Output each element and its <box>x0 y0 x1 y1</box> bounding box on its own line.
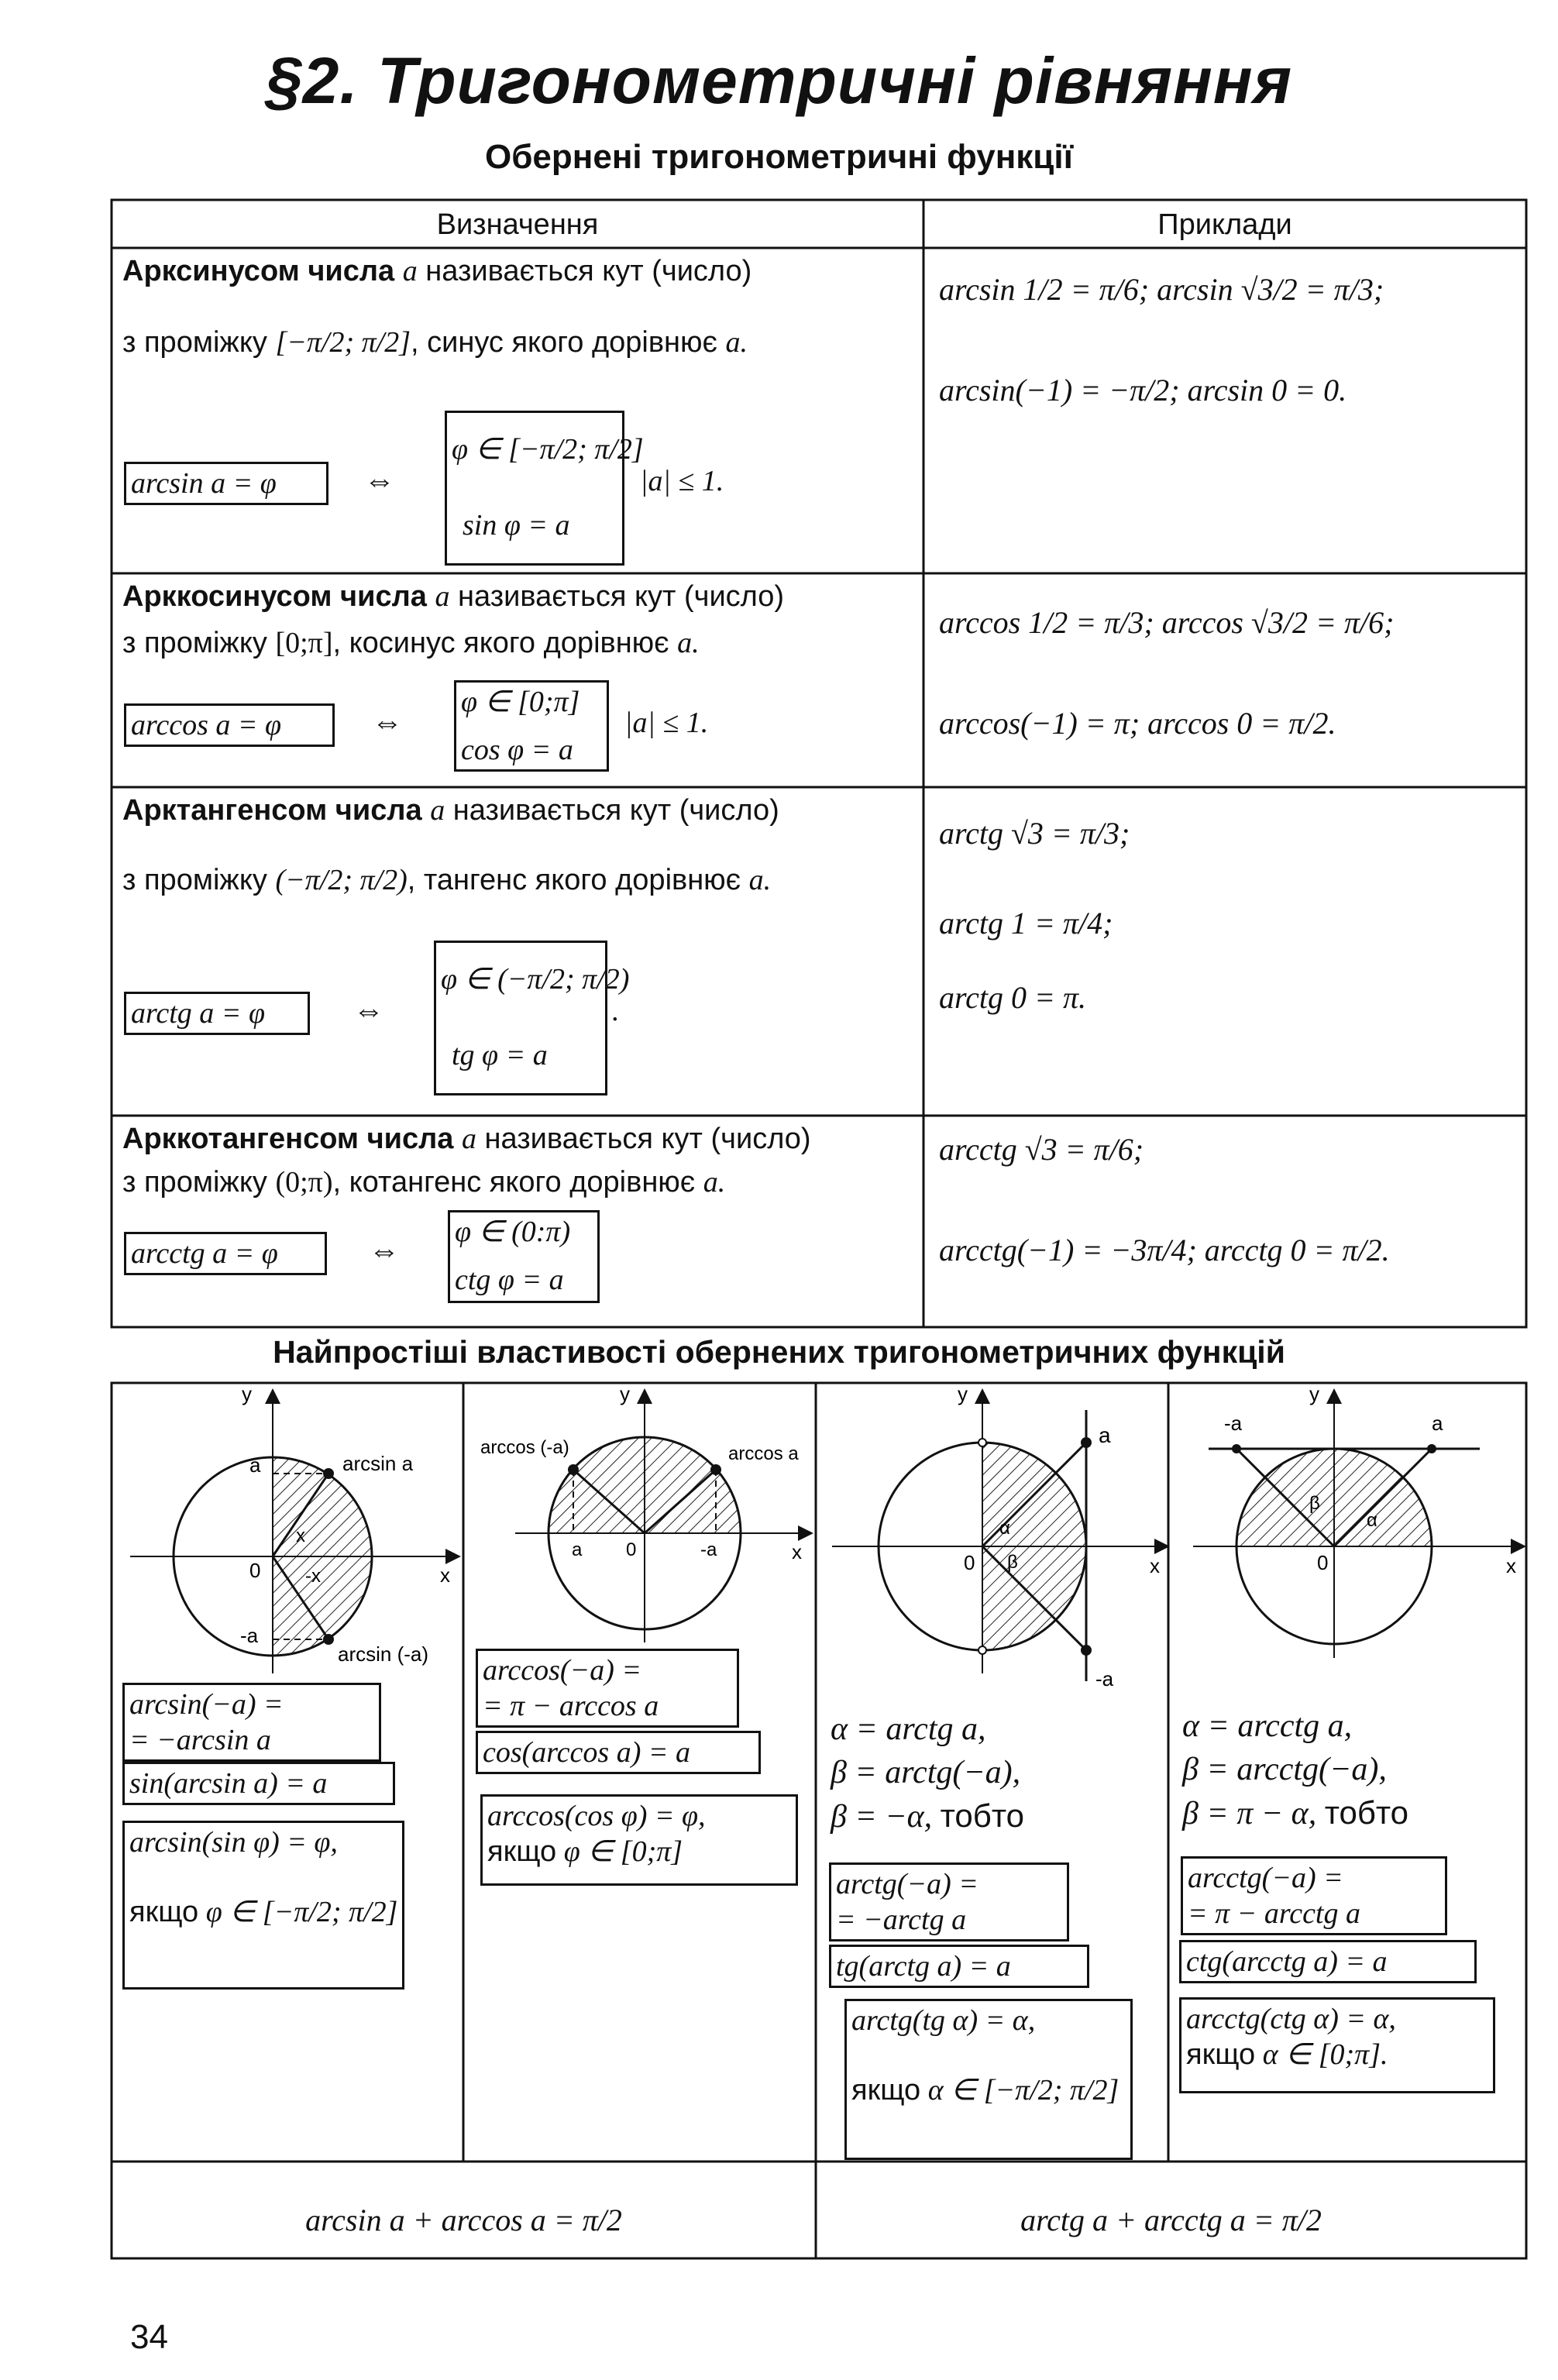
arctg-odd-property: arctg(−a) = = −arctg a <box>829 1862 1069 1941</box>
arcctg-system-box: φ ∈ (0:π) ctg φ = a <box>448 1210 600 1303</box>
arccos-example-2: arccos(−1) = π; arccos 0 = π/2. <box>939 706 1336 741</box>
arccos-cos-property: arccos(cos φ) = φ, якщо φ ∈ [0;π] <box>480 1794 798 1886</box>
arccos-interval: [0;π] <box>275 627 333 659</box>
arccos-neg-property: arccos(−a) = = π − arccos a <box>476 1649 739 1728</box>
arcsin-system-box: φ ∈ [−π/2; π/2] sin φ = a <box>445 411 624 566</box>
x-axis-label: x <box>792 1540 802 1563</box>
a-label: a <box>249 1453 261 1477</box>
page-number: 34 <box>130 2318 168 2356</box>
arcsin-interval: [−π/2; π/2] <box>275 326 411 359</box>
arcsin-minus-a-label: arcsin (-a) <box>338 1642 429 1666</box>
page-subtitle: Обернені тригонометричні функції <box>485 138 1073 176</box>
minus-a-label: -a <box>240 1624 259 1647</box>
y-axis-label: y <box>958 1382 968 1405</box>
arcctg-relations: α = arcctg a, β = arcctg(−a), β = π − α, тобто <box>1182 1708 1409 1831</box>
arctg-term: Арктангенсом числа <box>122 794 422 827</box>
arcsin-diagram <box>130 1382 453 1673</box>
arcsin-a-label: arcsin a <box>342 1452 414 1475</box>
arcsin-sin-property: arcsin(sin φ) = φ, якщо φ ∈ [−π/2; π/2] <box>122 1821 404 1990</box>
arcsin-definition-line2: з проміжку [−π/2; π/2], синус якого дорівнює a. <box>122 326 748 359</box>
arctg-example-2: arctg 1 = π/4; <box>939 906 1113 941</box>
alpha-label: α <box>1367 1510 1377 1531</box>
arcctg-boxed-formula: arcctg a = φ <box>124 1232 327 1275</box>
arctg-tg-property: arctg(tg α) = α, якщо α ∈ [−π/2; π/2] <box>844 1999 1133 2160</box>
sin-arcsin-property: sin(arcsin a) = a <box>122 1762 395 1805</box>
arctg-example-3: arctg 0 = π. <box>939 980 1086 1015</box>
arccos-boxed-formula: arccos a = φ <box>124 703 335 747</box>
arcctg-example-1: arcctg √3 = π/6; <box>939 1132 1144 1167</box>
arcctg-interval: (0;π) <box>275 1166 333 1199</box>
arctg-arcctg-identity: arctg a + arcctg a = π/2 <box>1020 2203 1322 2237</box>
arccos-system-box: φ ∈ [0;π] cos φ = a <box>454 680 609 772</box>
beta-label: β <box>1007 1552 1018 1573</box>
arccos-diagram <box>480 1382 806 1642</box>
minus-a-label: -a <box>1224 1412 1243 1435</box>
x-axis-label: x <box>1150 1554 1160 1577</box>
alpha-label: α <box>999 1518 1010 1539</box>
arcsin-arccos-identity: arcsin a + arccos a = π/2 <box>305 2203 622 2237</box>
header-examples: Приклади <box>1157 208 1292 241</box>
arctg-system-box: φ ∈ (−π/2; π/2) tg φ = a <box>434 941 607 1095</box>
iff-symbol: ⇔ <box>364 463 395 497</box>
beta-label: β <box>1309 1493 1320 1514</box>
origin-label: 0 <box>249 1559 261 1582</box>
arccos-definition-line2: з проміжку [0;π], косинус якого дорівнює a. <box>122 627 700 659</box>
arcsin-boxed-formula: arcsin a = φ <box>124 462 328 505</box>
arcctg-diagram <box>1193 1382 1518 1658</box>
minus-a-label: -a <box>700 1539 717 1560</box>
a-label: a <box>572 1539 583 1560</box>
arcsin-condition: |a| ≤ 1. <box>640 465 724 497</box>
arctg-interval: (−π/2; π/2) <box>275 864 408 896</box>
arctg-diagram <box>832 1382 1162 1690</box>
minus-a-label: -a <box>1095 1667 1114 1690</box>
origin-label: 0 <box>964 1551 975 1574</box>
arcctg-definition-line2: з проміжку (0;π), котангенс якого дорівнює a. <box>122 1166 726 1199</box>
a-label: a <box>1099 1423 1111 1447</box>
y-axis-label: y <box>1309 1382 1319 1405</box>
angle-minus-x-label: -x <box>305 1566 321 1587</box>
y-axis-label: y <box>242 1382 252 1405</box>
tg-arctg-property: tg(arctg a) = a <box>829 1945 1089 1988</box>
arccos-term: Арккосинусом числа <box>122 580 427 613</box>
origin-label: 0 <box>1317 1551 1329 1574</box>
x-axis-label: x <box>1506 1554 1516 1577</box>
arcctg-ctg-property: arcctg(ctg α) = α, якщо α ∈ [0;π]. <box>1179 1997 1495 2093</box>
iff-symbol: ⇔ <box>353 992 384 1027</box>
arccos-a-label: arccos a <box>728 1443 799 1464</box>
arcsin-term: Арксинусом числа <box>122 255 395 287</box>
arctg-definition-line1: Арктангенсом числа a називається кут (число) <box>122 794 779 827</box>
arccos-minus-a-label: arccos (-a) <box>480 1437 569 1458</box>
arctg-condition: . <box>612 995 620 1027</box>
arcsin-odd-property: arcsin(−a) = = −arcsin a <box>122 1683 381 1762</box>
arcctg-example-2: arcctg(−1) = −3π/4; arcctg 0 = π/2. <box>939 1233 1390 1267</box>
arcsin-example-1: arcsin 1/2 = π/6; arcsin √3/2 = π/3; <box>939 272 1384 307</box>
iff-symbol: ⇔ <box>372 704 403 739</box>
arctg-example-1: arctg √3 = π/3; <box>939 816 1130 851</box>
ctg-arcctg-property: ctg(arcctg a) = a <box>1179 1940 1477 1983</box>
arctg-boxed-formula: arctg a = φ <box>124 992 310 1035</box>
arccos-example-1: arccos 1/2 = π/3; arccos √3/2 = π/6; <box>939 605 1395 640</box>
arctg-definition-line2: з проміжку (−π/2; π/2), тангенс якого дорівнює a. <box>122 864 772 896</box>
a-label: a <box>1432 1412 1443 1435</box>
arcctg-neg-property: arcctg(−a) = = π − arcctg a <box>1181 1856 1447 1935</box>
x-axis-label: x <box>440 1563 450 1587</box>
y-axis-label: y <box>620 1382 630 1405</box>
header-definition: Визначення <box>436 208 599 241</box>
page-title: §2. Тригонометричні рівняння <box>265 44 1293 117</box>
arcctg-term: Арккотангенсом числа <box>122 1123 454 1155</box>
arccos-definition-line1: Арккосинусом числа a називається кут (число) <box>122 580 785 613</box>
origin-label: 0 <box>626 1539 637 1560</box>
properties-title: Найпростіші властивості обернених тригонометричних функцій <box>273 1334 1285 1370</box>
arcctg-definition-line1: Арккотангенсом числа a називається кут (число) <box>122 1123 811 1155</box>
arctg-relations: α = arctg a, β = arctg(−a), β = −α, тобто <box>831 1711 1024 1835</box>
arcsin-definition-line1: Арксинусом числа a називається кут (число) <box>122 255 752 287</box>
cos-arccos-property: cos(arccos a) = a <box>476 1731 761 1774</box>
angle-x-label: x <box>296 1525 305 1546</box>
iff-symbol: ⇔ <box>369 1233 400 1267</box>
arccos-condition: |a| ≤ 1. <box>624 707 709 739</box>
arcsin-example-2: arcsin(−1) = −π/2; arcsin 0 = 0. <box>939 373 1347 408</box>
